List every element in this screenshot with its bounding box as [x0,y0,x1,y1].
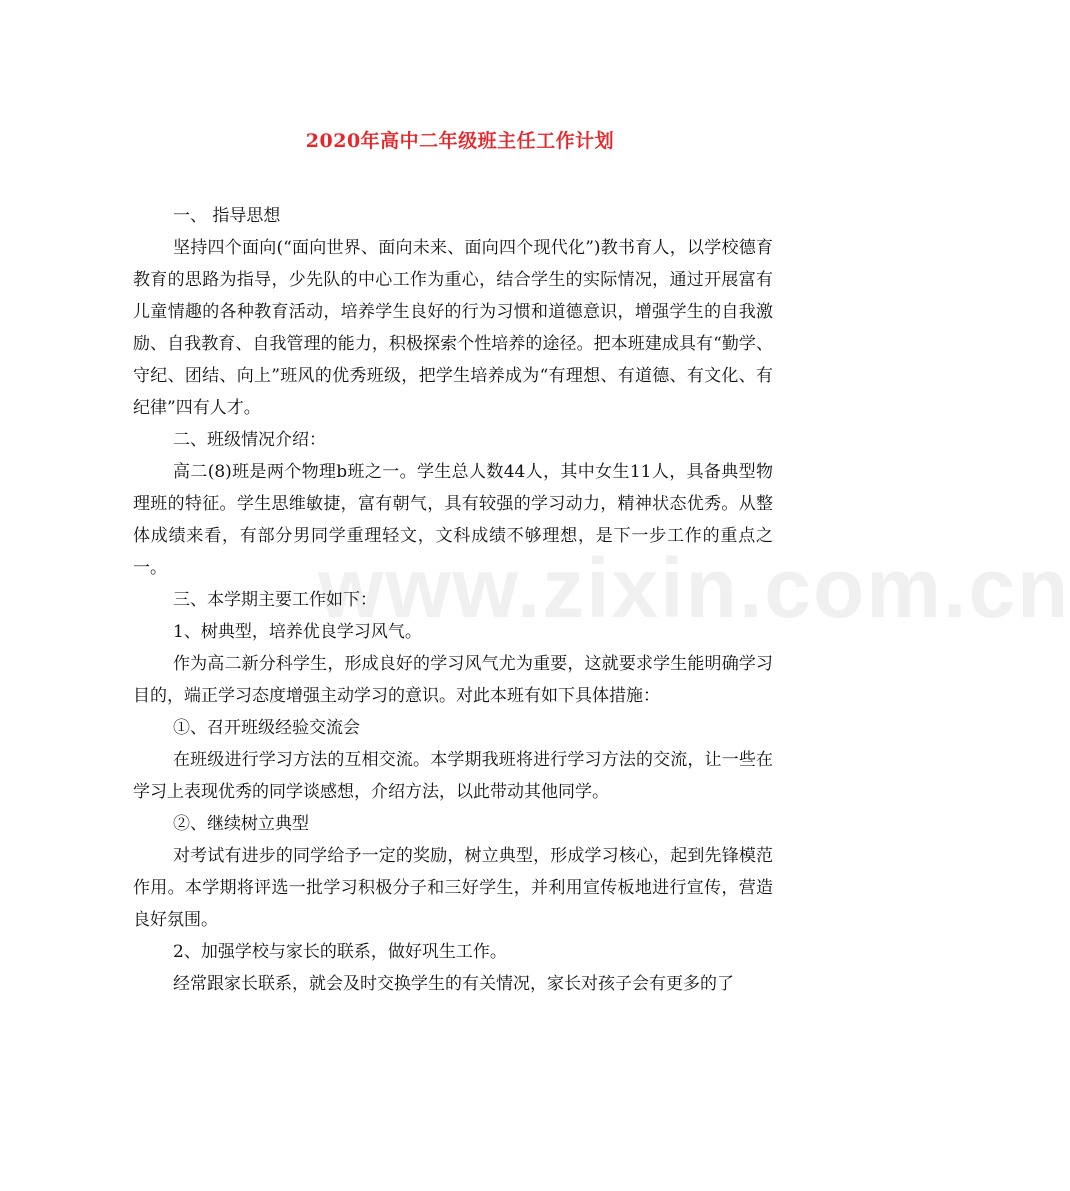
watermark: www.zixin.com.cn [318,541,1070,635]
document-body [133,200,773,1000]
paragraph-experience-meeting: 在班级进行学习方法的互相交流。本学期我班将进行学习方法的交流，让一些在学习上表现优秀的同学谈感想，介绍方法，以此带动其他同学。 [133,750,773,802]
heading-main-work: 三、本学期主要工作如下： [173,590,377,610]
paragraph-class-introduction: 高二(8)班是两个物理b班之一。学生总人数44人，其中女生11人，具备典型物理班的特征。学生思维敏捷，富有朝气，具有较强的学习动力，精神状态优秀。从整体成绩来看，有部分男同学重理轻文，文科成绩不够理想，是下一步工作的重点之一。 [133,462,773,578]
item-experience-meeting: ①、召开班级经验交流会 [173,718,360,738]
heading-class-introduction: 二、班级情况介绍： [173,430,326,450]
heading-guiding-thought: 一、 指导思想 [173,206,281,226]
paragraph-study-atmosphere: 作为高二新分科学生，形成良好的学习风气尤为重要，这就要求学生能明确学习目的，端正学习态度增强主动学习的意识。对此本班有如下具体措施： [133,654,773,706]
subheading-set-examples: 1、树典型，培养优良学习风气。 [173,622,422,642]
paragraph-continue-examples: 对考试有进步的同学给予一定的奖励，树立典型，形成学习核心，起到先锋模范作用。本学期将评选一批学习积极分子和三好学生，并利用宣传板地进行宣传，营造良好氛围。 [133,846,773,930]
subheading-school-parent-contact: 2、加强学校与家长的联系，做好巩生工作。 [173,942,507,962]
paragraph-parent-contact: 经常跟家长联系，就会及时交换学生的有关情况，家长对孩子会有更多的了 [173,974,734,994]
document-title: 2020年高中二年级班主任工作计划 [305,130,615,152]
paragraph-guiding-thought: 坚持四个面向(“面向世界、面向未来、面向四个现代化”)教书育人，以学校德育教育的思路为指导，少先队的中心工作为重心，结合学生的实际情况，通过开展富有儿童情趣的各种教育活动，培养学生良好的行为习惯和道德意识，增强学生的自我激励、自我教育、自我管理的能力，积极探索个性培养的途径。把本班建成具有“勤学、守纪、团结、向上”班风的优秀班级，把学生培养成为“有理想、有道德、有文化、有纪律”四有人才。 [133,238,773,418]
item-continue-examples: ②、继续树立典型 [173,814,309,834]
